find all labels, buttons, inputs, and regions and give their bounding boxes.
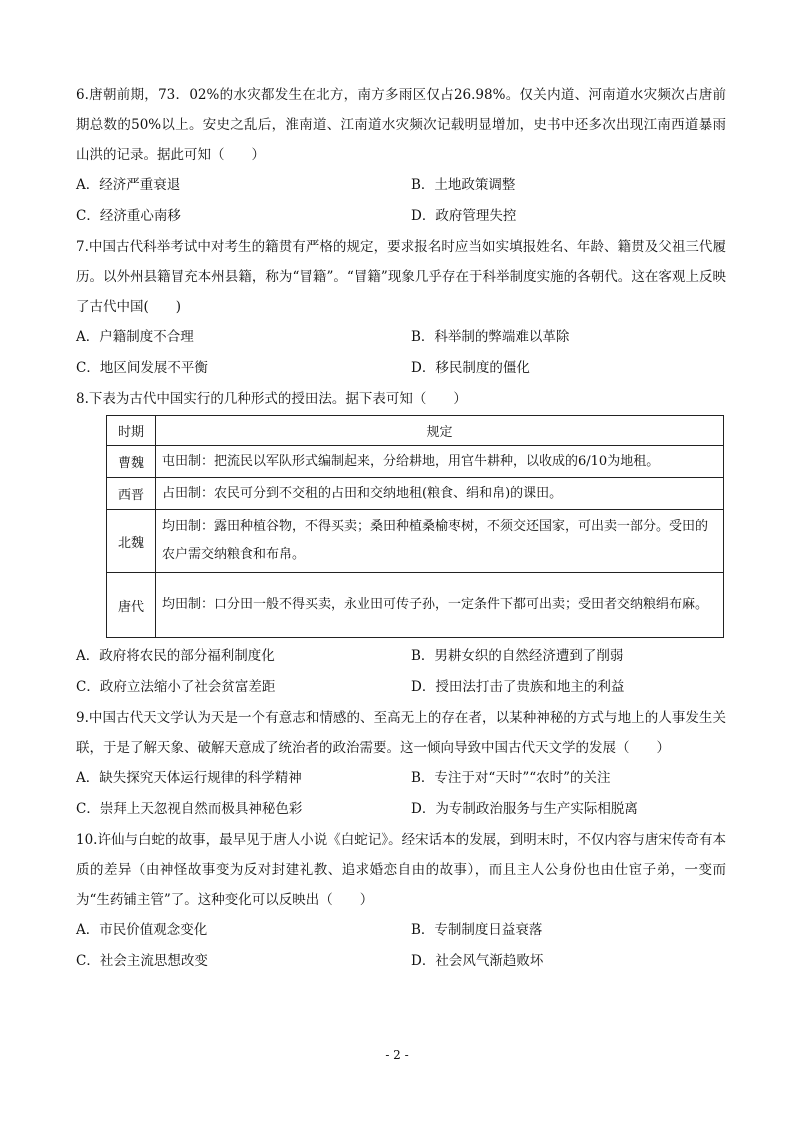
table-cell-period: 北魏 (107, 510, 156, 573)
table-cell-rule: 占田制：农民可分到不交租的占田和交纳地租(粮食、绢和帛)的课田。 (156, 478, 724, 510)
table-cell-period: 唐代 (107, 573, 156, 638)
table-cell-period: 西晋 (107, 478, 156, 510)
answer-options (76, 170, 726, 232)
answer-options (76, 641, 726, 703)
table-header-rule: 规定 (156, 416, 724, 446)
option-b: B．专注于对“天时”“农时”的关注 (411, 770, 611, 786)
answer-options (76, 915, 726, 977)
option-a: A．户籍制度不合理 (76, 329, 194, 345)
option-a: A．市民价值观念变化 (76, 922, 208, 938)
question-7 (76, 232, 726, 384)
question-9 (76, 703, 726, 825)
page-number: - 2 - (385, 1048, 409, 1062)
option-b: B．科举制的弊端难以革除 (411, 329, 570, 345)
question-6 (76, 80, 726, 232)
option-a: A．政府将农民的部分福利制度化 (76, 648, 275, 664)
table-row (107, 446, 724, 478)
option-c: C．崇拜上天忽视自然而极具神秘色彩 (76, 801, 303, 817)
question-10 (76, 825, 726, 977)
option-c: C．经济重心南移 (76, 208, 181, 224)
option-d: D．政府管理失控 (411, 208, 517, 224)
question-stem: 6.唐朝前期，73．02%的水灾都发生在北方，南方多雨区仅占26.98%。仅关内道、河南道水灾频次占唐前期总数的50%以上。安史之乱后，淮南道、江南道水灾频次记载明显增加，史书中还多次出现江南西道暴雨山洪的记录。据此可知（ ） (76, 87, 726, 163)
answer-options (76, 322, 726, 384)
question-stem: 7.中国古代科举考试中对考生的籍贯有严格的规定，要求报名时应当如实填报姓名、年龄、籍贯及父祖三代履历。以外州县籍冒充本州县籍，称为“冒籍”。“冒籍”现象几乎存在于科举制度实施的各朝代。这在客观上反映了古代中国( ) (76, 239, 726, 315)
answer-options (76, 763, 726, 825)
table-row (107, 478, 724, 510)
question-stem: 8.下表为古代中国实行的几种形式的授田法。据下表可知（ ） (76, 391, 467, 407)
option-a: A．经济严重衰退 (76, 177, 181, 193)
table-cell-rule: 屯田制：把流民以军队形式编制起来，分给耕地，用官牛耕种，以收成的6/10为地租。 (156, 446, 724, 478)
question-stem: 9.中国古代天文学认为天是一个有意志和情感的、至高无上的存在者，以某种神秘的方式与地上的人事发生关联，于是了解天象、破解天意成了统治者的政治需要。这一倾向导致中国古代天文学的发展（ ） (76, 710, 726, 756)
option-d: D．为专制政治服务与生产实际相脱离 (411, 801, 638, 817)
option-c: C．社会主流思想改变 (76, 953, 208, 969)
table-header-row (107, 416, 724, 446)
option-b: B．专制制度日益衰落 (411, 922, 543, 938)
question-8 (76, 384, 726, 703)
table-cell-rule: 均田制：露田种植谷物，不得买卖；桑田种植桑榆枣树，不须交还国家，可出卖一部分。受田的农户需交纳粮食和布帛。 (156, 510, 724, 573)
option-c: C．地区间发展不平衡 (76, 360, 208, 376)
question-stem: 10.许仙与白蛇的故事，最早见于唐人小说《白蛇记》。经宋话本的发展，到明末时，不仅内容与唐宋传奇有本质的差异（由神怪故事变为反对封建礼教、追求婚恋自由的故事），而且主人公身份也由仕宦子弟，一变而为“生药铺主管”了。这种变化可以反映出（ ） (76, 832, 726, 908)
option-c: C．政府立法缩小了社会贫富差距 (76, 679, 276, 695)
table-row (107, 573, 724, 638)
option-d: D．社会风气渐趋败坏 (411, 953, 544, 969)
option-b: B．土地政策调整 (411, 177, 516, 193)
land-system-table (106, 415, 724, 638)
option-a: A．缺失探究天体运行规律的科学精神 (76, 770, 302, 786)
table-row (107, 510, 724, 573)
exam-page (76, 80, 726, 977)
table-cell-rule: 均田制：口分田一般不得买卖，永业田可传子孙，一定条件下都可出卖；受田者交纳粮绢布麻。 (156, 573, 724, 638)
option-d: D．授田法打击了贵族和地主的利益 (411, 679, 625, 695)
table-cell-period: 曹魏 (107, 446, 156, 478)
table-header-period: 时期 (107, 416, 156, 446)
option-b: B．男耕女织的自然经济遭到了削弱 (411, 648, 624, 664)
option-d: D．移民制度的僵化 (411, 360, 530, 376)
